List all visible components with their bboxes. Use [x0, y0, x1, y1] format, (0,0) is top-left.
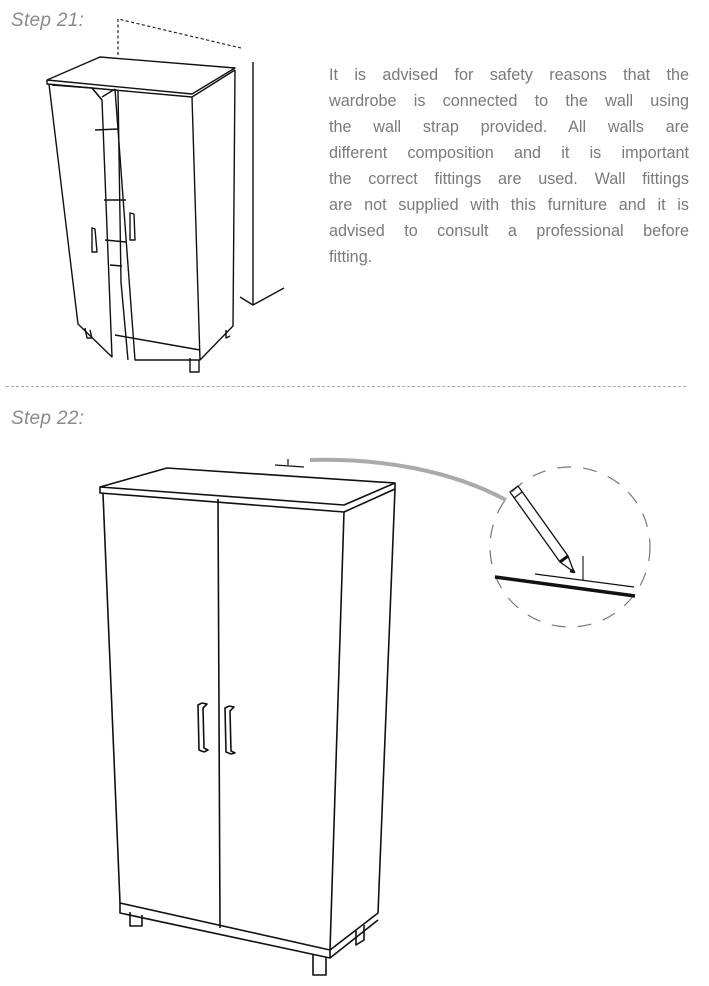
instruction-line: advised to consult a professional before	[329, 222, 689, 240]
closed-wardrobe-drawing	[100, 468, 395, 975]
step-21-label: Step 21:	[11, 10, 85, 31]
detail-callout-circle	[490, 467, 650, 627]
pencil-icon	[510, 486, 574, 572]
instruction-line: fitting.	[329, 248, 373, 266]
instruction-line: wardrobe is connected to the wall using	[329, 92, 689, 110]
wall-marking-detail	[495, 556, 635, 596]
instruction-line: the wall strap provided. All walls are	[329, 118, 689, 136]
instruction-line: It is advised for safety reasons that the	[329, 66, 689, 84]
step-22-label: Step 22:	[11, 408, 85, 429]
instruction-line: different composition and it is important	[329, 144, 689, 162]
instruction-line: are not supplied with this furniture and it is	[329, 196, 689, 214]
pencil-mark-on-wall	[275, 459, 304, 467]
instruction-line: the correct fittings are used. Wall fittings	[329, 170, 689, 188]
